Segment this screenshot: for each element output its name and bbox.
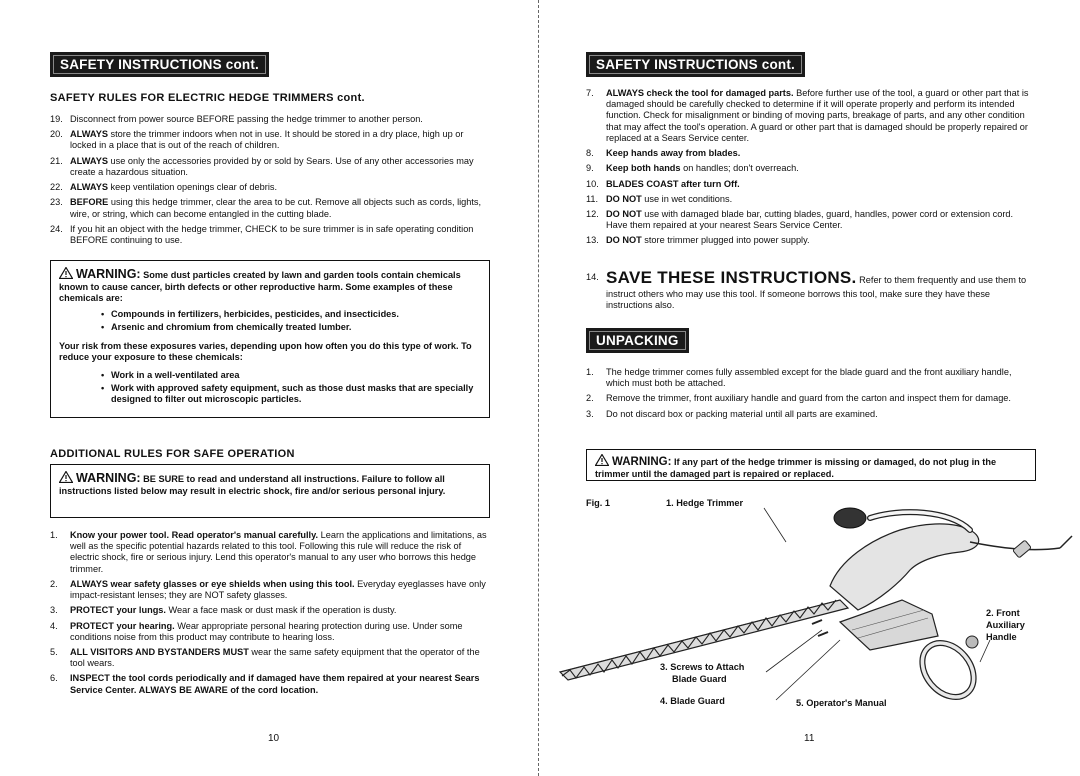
item-number: 3.: [586, 408, 594, 419]
item-number: 22.: [50, 182, 63, 193]
item-lead: BEFORE: [70, 197, 109, 208]
label-screws: 3. Screws to Attach: [660, 662, 745, 672]
label-front-handle: Handle: [986, 632, 1017, 642]
item-lead: ALL VISITORS AND BYSTANDERS MUST: [70, 646, 249, 657]
rule-item: [50, 673, 490, 695]
operation-rules-list: [50, 530, 490, 700]
item-number: 10.: [586, 178, 599, 189]
warning-text-2: Your risk from these exposures varies, depending upon how often you do this type of work. To reduce your exposure to these chemicals:: [59, 341, 472, 363]
item-number: 23.: [50, 197, 63, 208]
item-number: 19.: [50, 114, 63, 124]
warning-title: WARNING:: [76, 267, 141, 281]
hedge-trimmer-figure: [540, 490, 1080, 720]
item-text: The hedge trimmer comes fully assembled except for the blade guard and the front auxiliary handle, which must both be attached.: [606, 367, 1012, 389]
unpacking-banner: UNPACKING: [586, 328, 689, 353]
item-lead: Keep hands away from blades.: [606, 148, 741, 159]
rules-list-right: [586, 88, 1036, 251]
item-number: 2.: [586, 393, 594, 404]
item-number: 14.: [586, 272, 599, 282]
item-number: 6.: [50, 673, 58, 684]
item-text: wear the same safety equipment that the operator of the tool wears.: [70, 646, 480, 669]
item-text: Learn the applications and limitations, as well as the specific potential hazards related to this tool. Following this rule will reduce the risk of electric shock, fire or serious injury. Lend this operator's manual to any user who borrows this hedge trimmer.: [70, 530, 487, 574]
unpacking-item: [586, 409, 1036, 420]
warning-box-dust: [50, 260, 490, 418]
item-number: 13.: [586, 235, 599, 246]
warning-triangle-icon: [59, 471, 73, 483]
item-number: 12.: [586, 208, 599, 219]
item-text: use in wet conditions.: [641, 193, 733, 204]
item-lead: BLADES COAST after turn Off.: [606, 178, 740, 189]
safety-banner-right: SAFETY INSTRUCTIONS cont.: [586, 52, 805, 77]
section-title-electric-rules: SAFETY RULES FOR ELECTRIC HEDGE TRIMMERS cont.: [50, 92, 365, 104]
label-blade-guard: 4. Blade Guard: [660, 696, 725, 706]
item-lead: INSPECT the tool cords periodically and if damaged have them repaired at your nearest Sears Service Center. ALWAYS BE AWARE of the cord location.: [70, 673, 480, 695]
label-hedge-trimmer: 1. Hedge Trimmer: [666, 498, 744, 508]
item-text: Disconnect from power source BEFORE passing the hedge trimmer to another person.: [70, 114, 423, 124]
rule-item: [586, 88, 1036, 144]
item-lead: ALWAYS: [70, 129, 108, 140]
item-lead: ALWAYS: [70, 155, 108, 166]
item-text: Remove the trimmer, front auxiliary handle and guard from the carton and inspect them for damage.: [606, 393, 1011, 404]
rule-item: [50, 197, 490, 219]
warning-text: If any part of the hedge trimmer is missing or damaged, do not plug in the trimmer until the damaged part is repaired or replaced.: [595, 457, 997, 480]
safety-banner-left: SAFETY INSTRUCTIONS cont.: [50, 52, 269, 77]
unpacking-list: [586, 367, 1036, 424]
rule-item: [586, 235, 1036, 246]
warning-bullet: • Work in a well-ventilated area: [59, 370, 481, 381]
item-number: 3.: [50, 605, 58, 616]
item-text: Do not discard box or packing material until all parts are examined.: [606, 408, 878, 419]
item-lead: DO NOT: [606, 193, 642, 204]
warning-bullet: • Arsenic and chromium from chemically treated lumber.: [59, 322, 481, 333]
item-number: 4.: [50, 620, 58, 631]
rule-item: [50, 156, 490, 178]
item-text: Everyday eyeglasses have only impact-resistant lenses; they are NOT safety glasses.: [70, 578, 486, 601]
warning-bullet: • Compounds in fertilizers, herbicides, pesticides, and insecticides.: [59, 309, 481, 320]
rule-item: [50, 647, 490, 669]
item-text: keep ventilation openings clear of debris.: [107, 182, 278, 193]
item-lead: ALWAYS check the tool for damaged parts.: [606, 88, 794, 98]
page-number-left: 10: [268, 733, 280, 744]
item-text: Before further use of the tool, a guard or other part that is damaged should be carefully checked to determine if it will operate properly and perform its intended function. Check for misalignment or binding of moving parts, breakage of parts, and any other condition that may affect the tool's operation. A guard or other part that is damaged should be properly repaired or replaced at a Sears Service center.: [606, 88, 1029, 143]
trimmer-body-illustration: [830, 508, 1072, 610]
section-title-additional-rules: ADDITIONAL RULES FOR SAFE OPERATION: [50, 448, 295, 460]
warning-text: BE SURE to read and understand all instructions. Failure to follow all instructions listed below may result in electric shock, fire and/or serious personal injury.: [59, 474, 446, 497]
item-lead: ALWAYS wear safety glasses or eye shields when using this tool.: [70, 578, 355, 589]
label-front-handle: Auxiliary: [986, 620, 1025, 630]
rule-item: [50, 129, 490, 151]
warning-box-missing: [586, 449, 1036, 481]
warning-box-read: [50, 464, 490, 518]
item-number: 7.: [586, 88, 594, 98]
item-text: on handles; don't overreach.: [680, 163, 799, 174]
item-number: 24.: [50, 223, 63, 234]
item-lead: PROTECT your lungs.: [70, 605, 166, 616]
item-text: store the trimmer indoors when not in use. It should be stored in a dry place, high up or locked in a place that is out of the reach of children.: [70, 129, 464, 151]
item-text: Wear a face mask or dust mask if the operation is dusty.: [165, 605, 397, 616]
item-number: 21.: [50, 155, 63, 166]
rule-item: [586, 209, 1036, 231]
item-number: 8.: [586, 148, 594, 159]
item-lead: DO NOT: [606, 235, 642, 246]
item-text: store trimmer plugged into power supply.: [641, 235, 810, 246]
item-number: 9.: [586, 163, 594, 174]
item-lead: Keep both hands: [606, 163, 681, 174]
save-text: Refer to them frequently and use them to instruct others who may use this tool. If someone borrows this tool, make sure they have these instructions also.: [606, 275, 1027, 310]
item-text: If you hit an object with the hedge trimmer, CHECK to be sure trimmer is in safe operating condition BEFORE continuing to use.: [70, 223, 474, 245]
warning-title: WARNING:: [612, 456, 672, 468]
warning-bullet: • Work with approved safety equipment, such as those dust masks that are specially designed to filter out microscopic particles.: [59, 383, 481, 405]
warning-text: Some dust particles created by lawn and garden tools contain chemicals known to cause cancer, birth defects or other reproductive harm. Some examples of these chemicals are:: [59, 270, 461, 304]
rule-item: [50, 621, 490, 643]
rule-item: [586, 179, 1036, 190]
item-number: 11.: [586, 193, 599, 204]
item-text: use only the accessories provided by or sold by Sears. Use of any other accessories may create a hazardous situation.: [70, 155, 474, 177]
rule-item: [50, 182, 490, 193]
item-lead: ALWAYS: [70, 182, 108, 193]
rule-item: [50, 530, 490, 575]
right-page: [540, 0, 1080, 776]
unpacking-item: [586, 393, 1036, 404]
rule-item: [50, 579, 490, 601]
rule-item: [586, 194, 1036, 205]
page-number-right: 11: [804, 733, 815, 744]
item-text: using this hedge trimmer, clear the area to be cut. Remove all objects such as cords, lights, wire, or string, which can become entangled in the cutting blade.: [70, 197, 482, 219]
front-handle-illustration: [912, 633, 984, 707]
label-screws: Blade Guard: [672, 674, 727, 684]
screws-illustration: [812, 620, 828, 636]
item-lead: Know your power tool. Read operator's manual carefully.: [70, 530, 319, 540]
item-lead: DO NOT: [606, 208, 642, 219]
item-number: 5.: [50, 646, 58, 657]
rule-item: [50, 605, 490, 616]
item-number: 2.: [50, 578, 58, 589]
item-number: 1.: [586, 367, 594, 377]
warning-title: WARNING:: [76, 471, 141, 485]
save-heading: SAVE THESE INSTRUCTIONS.: [606, 268, 857, 287]
item-text: use with damaged blade bar, cutting blades, guard, handles, power cord or extension cord. Have them repaired at your nearest Sears Service Center.: [606, 208, 1014, 231]
item-text: Wear appropriate personal hearing protection during use. Under some conditions noise from this product may contribute to hearing loss.: [70, 620, 463, 642]
warning-triangle-icon: [595, 454, 609, 466]
label-operators-manual: 5. Operator's Manual: [796, 698, 887, 708]
rules-list-left: [50, 114, 490, 250]
item-lead: PROTECT your hearing.: [70, 620, 175, 631]
item-number: 1.: [50, 530, 58, 540]
warning-triangle-icon: [59, 267, 73, 279]
rule-item: [586, 148, 1036, 159]
label-front-handle: 2. Front: [986, 608, 1020, 618]
unpacking-item: [586, 367, 1036, 389]
rule-item: [586, 163, 1036, 174]
item-number: 20.: [50, 129, 63, 140]
rule-item: [50, 114, 490, 125]
save-instructions: [586, 268, 1036, 311]
rule-item: [50, 224, 490, 246]
figure-label: Fig. 1: [586, 498, 610, 508]
